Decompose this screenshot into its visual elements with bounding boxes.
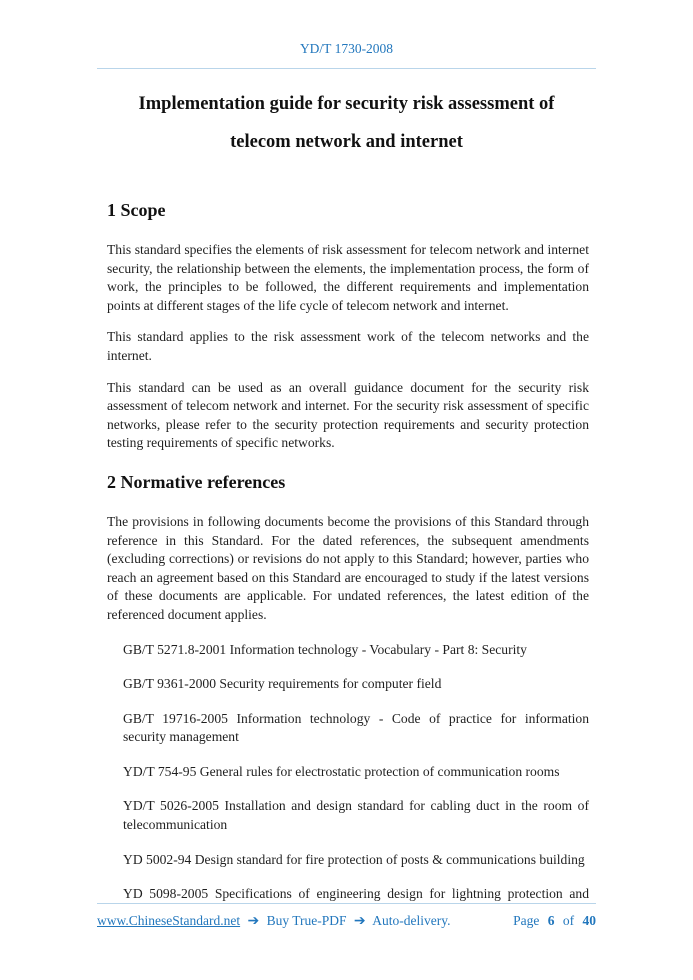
footer-promo — [97, 913, 450, 930]
page-number: 6 — [547, 913, 555, 928]
arrow-icon: ➔ — [247, 914, 260, 929]
document-title-line2: telecom network and internet — [230, 132, 463, 152]
paragraph-scope-2: This standard applies to the risk assessment work of the telecom networks and the internet. — [107, 329, 589, 363]
footer-rule — [97, 903, 596, 904]
footer-site-link[interactable]: www.ChineseStandard.net — [97, 913, 241, 928]
paragraph-normative-intro: The provisions in following documents become the provisions of this Standard through reference in this Standard. For the dated references, the subsequent amendments (excluding corrections) or revisions do not apply to this Standard; however, parties who reach an agreement based on this Standard are encouraged to study if the latest versions of these documents are applicable. For undated references, the latest edition of the referenced document applies. — [107, 513, 589, 622]
reference-item: YD/T 754-95 General rules for electrostatic protection of communication rooms — [123, 763, 560, 779]
footer-buy-text: Buy True-PDF — [266, 913, 347, 928]
reference-item: GB/T 5271.8-2001 Information technology - Vocabulary - Part 8: Security — [123, 641, 527, 657]
reference-item: YD 5098-2005 Specifications of engineering design for lightning protection and — [123, 886, 589, 902]
page-label: Page — [513, 913, 540, 928]
reference-list — [107, 641, 589, 904]
document-title — [97, 85, 596, 161]
header-rule — [97, 68, 596, 69]
paragraph-scope-1: This standard specifies the elements of risk assessment for telecom network and internet security, the relationship between the elements, the implementation process, the form of work, the principles to be followed, the different requirements and implementation points at different stages of the life cycle of telecom network and internet. — [107, 242, 589, 313]
page-indicator — [508, 913, 596, 929]
paragraph-scope-3: This standard can be used as an overall guidance document for the security risk assessment of telecom network and internet. For the security risk assessment of specific networks, please refer to the security protection requirements and security protection testing requirements of specific networks. — [107, 379, 589, 451]
section-heading-scope: 1 Scope — [107, 200, 166, 220]
arrow-icon: ➔ — [353, 914, 366, 929]
document-title-line1: Implementation guide for security risk assessment of — [138, 94, 555, 114]
reference-item: GB/T 9361-2000 Security requirements for computer field — [123, 676, 442, 692]
reference-item: GB/T 19716-2005 Information technology - Code of practice for information security management — [123, 710, 589, 745]
page-footer — [0, 903, 693, 930]
total-pages: 40 — [582, 913, 596, 928]
doc-number: YD/T 1730-2008 — [299, 41, 394, 56]
reference-item: YD 5002-94 Design standard for fire protection of posts & communications building — [123, 851, 585, 867]
footer-delivery-text: Auto-delivery. — [372, 913, 451, 928]
document-body — [107, 197, 589, 904]
reference-item: YD/T 5026-2005 Installation and design standard for cabling duct in the room of telecommunication — [123, 798, 589, 833]
section-heading-normative: 2 Normative references — [107, 471, 286, 492]
of-label: of — [562, 913, 575, 928]
